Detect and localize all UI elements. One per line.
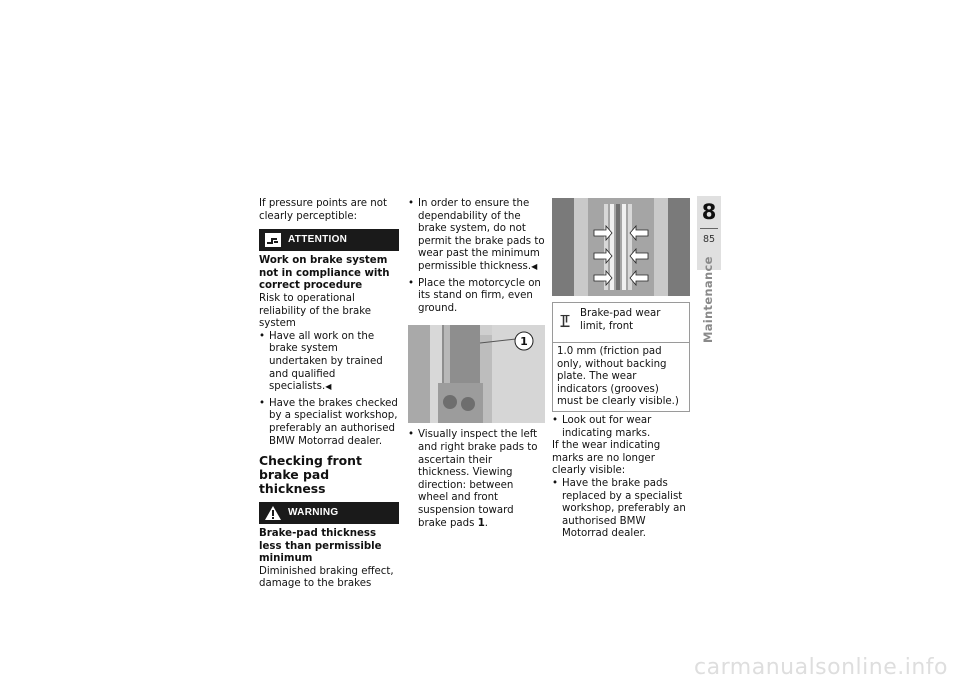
list-item: • Have the brakes checked by a specialist workshop, preferably an authorised BMW Motorrad dealer. [259,398,399,448]
warning-text: Diminished braking effect, damage to the brakes [259,565,394,590]
end-mark-icon: ◀ [325,382,332,392]
warning-label: WARNING [288,506,339,518]
attention-banner [259,229,399,251]
column-left [259,198,399,591]
lookout-bullets [552,415,690,440]
column-right [552,198,690,545]
photo-callout-label: 1 [520,335,528,349]
attention-heading: Work on brake system not in compliance with correct procedure [259,255,390,292]
procedure-bullets [408,198,545,315]
warning-banner [259,502,399,524]
attention-label: ATTENTION [288,233,348,245]
brake-caliper-photo [408,325,545,423]
callout-ref: 1 [477,517,485,529]
list-item: • Visually inspect the left and right brake pads to ascertain their thickness. Viewing direction: between wheel and front suspension toward brake pads 1. [408,429,545,530]
chapter-label: Maintenance [701,256,715,343]
column-middle [408,198,545,534]
brake-caliper-illustration [408,325,545,423]
condition-text: If the wear indicating marks are no longer clearly visible: [552,440,661,477]
hand-pointing-icon [265,233,281,247]
chapter-divider [700,228,718,229]
list-item: • Have all work on the brake system undertaken by trained and qualified specialists.◀ [259,331,399,394]
brake-pads-illustration [552,198,690,296]
chapter-number: 8 [701,200,717,224]
warning-triangle-icon [265,506,281,520]
attention-text: Risk to operational reliability of the brake system [259,292,372,330]
watermark-text: carmanualsonline.info [694,655,948,680]
attention-bullets [259,331,399,448]
list-item: • Place the motorcycle on its stand on firm, even ground. [408,278,545,316]
list-item: • Have the brake pads replaced by a specialist workshop, preferably an authorised BMW Motorrad dealer. [552,478,690,541]
spec-header [553,303,689,343]
caliper-gauge-icon [559,311,571,331]
list-item: • In order to ensure the dependability of the brake system, do not permit the brake pads to wear past the minimum permissible thickness.◀ [408,198,545,274]
list-item: • Look out for wear indicating marks. [552,415,690,440]
spec-title: Brake-pad wear limit, front [580,308,661,332]
warning-heading: Brake-pad thickness less than permissible minimum [259,528,382,565]
brake-pads-photo [552,198,690,296]
section-title: Checking front brake pad thickness [259,453,362,497]
spec-value: 1.0 mm (friction pad only, without backing plate. The wear indicators (grooves) must be clearly visible.) [557,346,679,408]
replace-bullets [552,478,690,541]
intro-text: If pressure points are not clearly perceptible: [259,198,387,222]
inspect-bullets [408,429,545,530]
end-mark-icon: ◀ [531,261,538,271]
spec-box [552,302,690,412]
page-number: 85 [702,234,716,245]
